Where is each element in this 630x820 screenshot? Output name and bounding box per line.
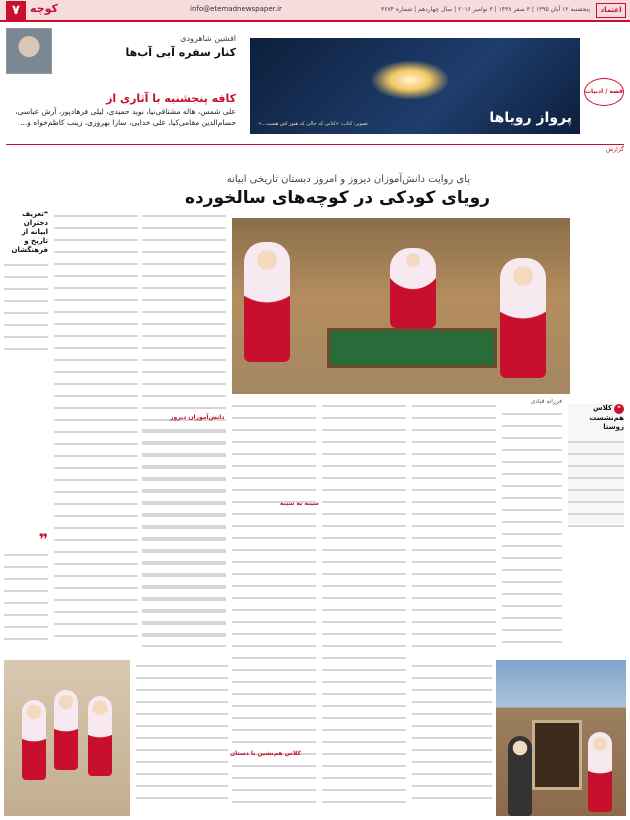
contributor-names: علی شمس، هاله مشتاقی‌نیا، نوید حمیدی، لیلی فرهادپور، آرش عباسی، حسام‌الدین مقامی‌کیا، علی خدایی، سارا بهروزی، زینب کاظم‌خواه و... — [15, 107, 236, 127]
body-column — [136, 660, 228, 810]
banner-caption: تصویر: کتاب: «کتابی که حالی که هنوز اش هست...» — [258, 121, 368, 127]
girl-figure — [390, 248, 436, 328]
girl-figure — [88, 696, 112, 776]
column-header — [6, 26, 236, 130]
article-kicker: پای روایت دانش‌آموزان دیروز و امروز دبستان تاریخی ابیانه — [226, 174, 470, 185]
school-door — [532, 720, 582, 790]
glowing-book-icon — [370, 60, 450, 100]
pullquote-icon: ❞ — [38, 530, 48, 549]
main-photo-foosball — [232, 218, 570, 394]
left-sidebar-heading: ❝تعریف دختران ابیانه از تاریخ و فرهنگشان — [11, 210, 48, 254]
body-column — [502, 408, 562, 654]
photo-girls-in-costume — [4, 660, 130, 816]
girl-figure — [588, 732, 612, 812]
report-label: گزارش — [605, 146, 624, 153]
person-figure — [508, 736, 532, 816]
right-sidebar — [568, 404, 624, 524]
section-subhead: دانش‌آموزان دیروز — [170, 414, 225, 421]
cafe-banner — [250, 38, 580, 134]
section-name: کوچه — [30, 2, 58, 15]
body-column — [232, 400, 316, 810]
girl-figure — [22, 700, 46, 780]
cafe-kicker: کافه پنجشنبه با آثاری از — [106, 92, 236, 105]
quote-icon: ❝ — [43, 210, 48, 218]
girl-figure — [500, 258, 546, 378]
byline: فرزانه قبادی — [530, 398, 562, 405]
left-sidebar — [4, 210, 48, 355]
contact-email[interactable]: info@etemadnewspaper.ir — [190, 5, 282, 13]
story-badge: قصه / ادبیات — [584, 78, 624, 106]
column-title: کنار سفره آبی آب‌ها — [125, 46, 236, 59]
body-column — [412, 660, 492, 810]
pullquote-text — [4, 549, 48, 649]
column-author: افشین شاهرودی — [180, 34, 236, 43]
article-headline: رویای کودکی در کوچه‌های سالخورده — [184, 188, 490, 208]
girl-figure — [244, 242, 290, 362]
page-number: ۷ — [6, 1, 26, 20]
body-column — [142, 424, 226, 654]
banner-title: پرواز رویاها — [489, 110, 572, 126]
dateline: پنجشنبه ۱۲ آبان ۱۳۹۵ | ۳ صفر ۱۴۳۸ | ۳ نوامبر ۲۰۱۶ | سال چهاردهم | شماره ۳۶۷۴ — [381, 6, 590, 13]
quote-icon: ❝ — [614, 404, 624, 414]
author-photo — [6, 28, 52, 74]
top-bar — [0, 0, 630, 22]
newspaper-logo: اعتماد — [596, 3, 626, 18]
body-column — [54, 210, 138, 650]
body-column — [322, 400, 406, 810]
girl-figure — [54, 690, 78, 770]
sidebar-text — [4, 259, 48, 355]
sidebar-text — [568, 436, 624, 536]
report-rule — [6, 144, 624, 154]
section-subhead: کلاس هم‌نشین با دستان — [230, 750, 301, 757]
section-subhead: سینه‌ به‌ سینه — [280, 500, 319, 507]
body-column — [412, 400, 496, 654]
right-sidebar-heading: ❝کلاس هم‌نشست روستا — [589, 404, 624, 431]
left-pullquote — [4, 530, 48, 649]
photo-school-entrance — [496, 660, 626, 816]
foosball-table — [327, 328, 497, 368]
